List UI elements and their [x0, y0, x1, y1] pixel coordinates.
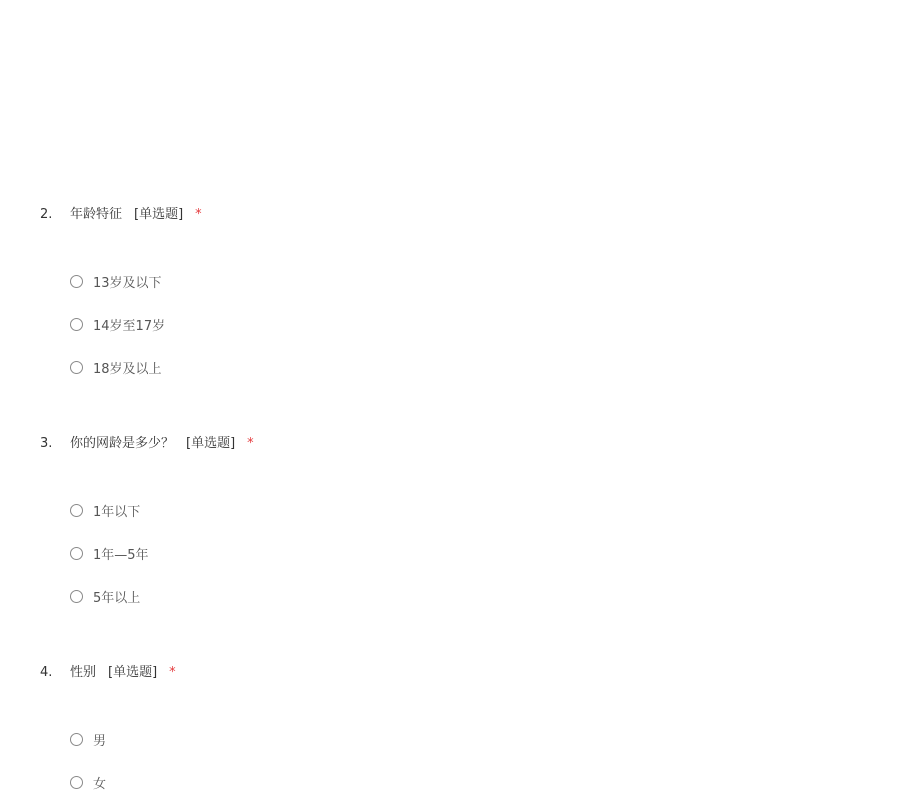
option-radio[interactable]	[70, 357, 162, 377]
radio-circle-icon[interactable]	[70, 776, 83, 789]
question-type-label: [单选题]	[186, 436, 236, 451]
radio-circle-icon[interactable]	[70, 733, 83, 746]
option-label: 女	[93, 776, 107, 792]
question-title	[40, 661, 176, 680]
radio-circle-icon[interactable]	[70, 275, 83, 288]
question-number: 4.	[40, 665, 53, 680]
question-text: 你的网龄是多少？	[70, 436, 175, 451]
option-label: 1年—5年	[93, 547, 149, 563]
question-title	[40, 203, 202, 222]
option-label: 13岁及以下	[93, 275, 162, 291]
radio-circle-icon[interactable]	[70, 590, 83, 603]
question-text: 年龄特征	[70, 207, 123, 222]
option-label: 1年以下	[93, 504, 141, 520]
question-title	[40, 432, 254, 451]
option-radio[interactable]	[70, 314, 165, 334]
question-number: 2.	[40, 207, 53, 222]
option-label: 男	[93, 733, 107, 749]
option-radio[interactable]	[70, 500, 140, 520]
question-number: 3.	[40, 436, 53, 451]
required-asterisk: *	[195, 207, 202, 222]
option-radio[interactable]	[70, 543, 149, 563]
required-asterisk: *	[247, 436, 254, 451]
option-radio[interactable]	[70, 729, 106, 749]
radio-circle-icon[interactable]	[70, 361, 83, 374]
radio-circle-icon[interactable]	[70, 504, 83, 517]
question-text: 性别	[70, 665, 97, 680]
radio-circle-icon[interactable]	[70, 547, 83, 560]
option-radio[interactable]	[70, 772, 106, 792]
required-asterisk: *	[169, 665, 176, 680]
question-type-label: [单选题]	[108, 665, 158, 680]
option-label: 14岁至17岁	[93, 318, 166, 334]
option-label: 18岁及以上	[93, 361, 162, 377]
radio-circle-icon[interactable]	[70, 318, 83, 331]
option-radio[interactable]	[70, 271, 162, 291]
option-radio[interactable]	[70, 586, 140, 606]
option-label: 5年以上	[93, 590, 141, 606]
question-type-label: [单选题]	[134, 207, 184, 222]
